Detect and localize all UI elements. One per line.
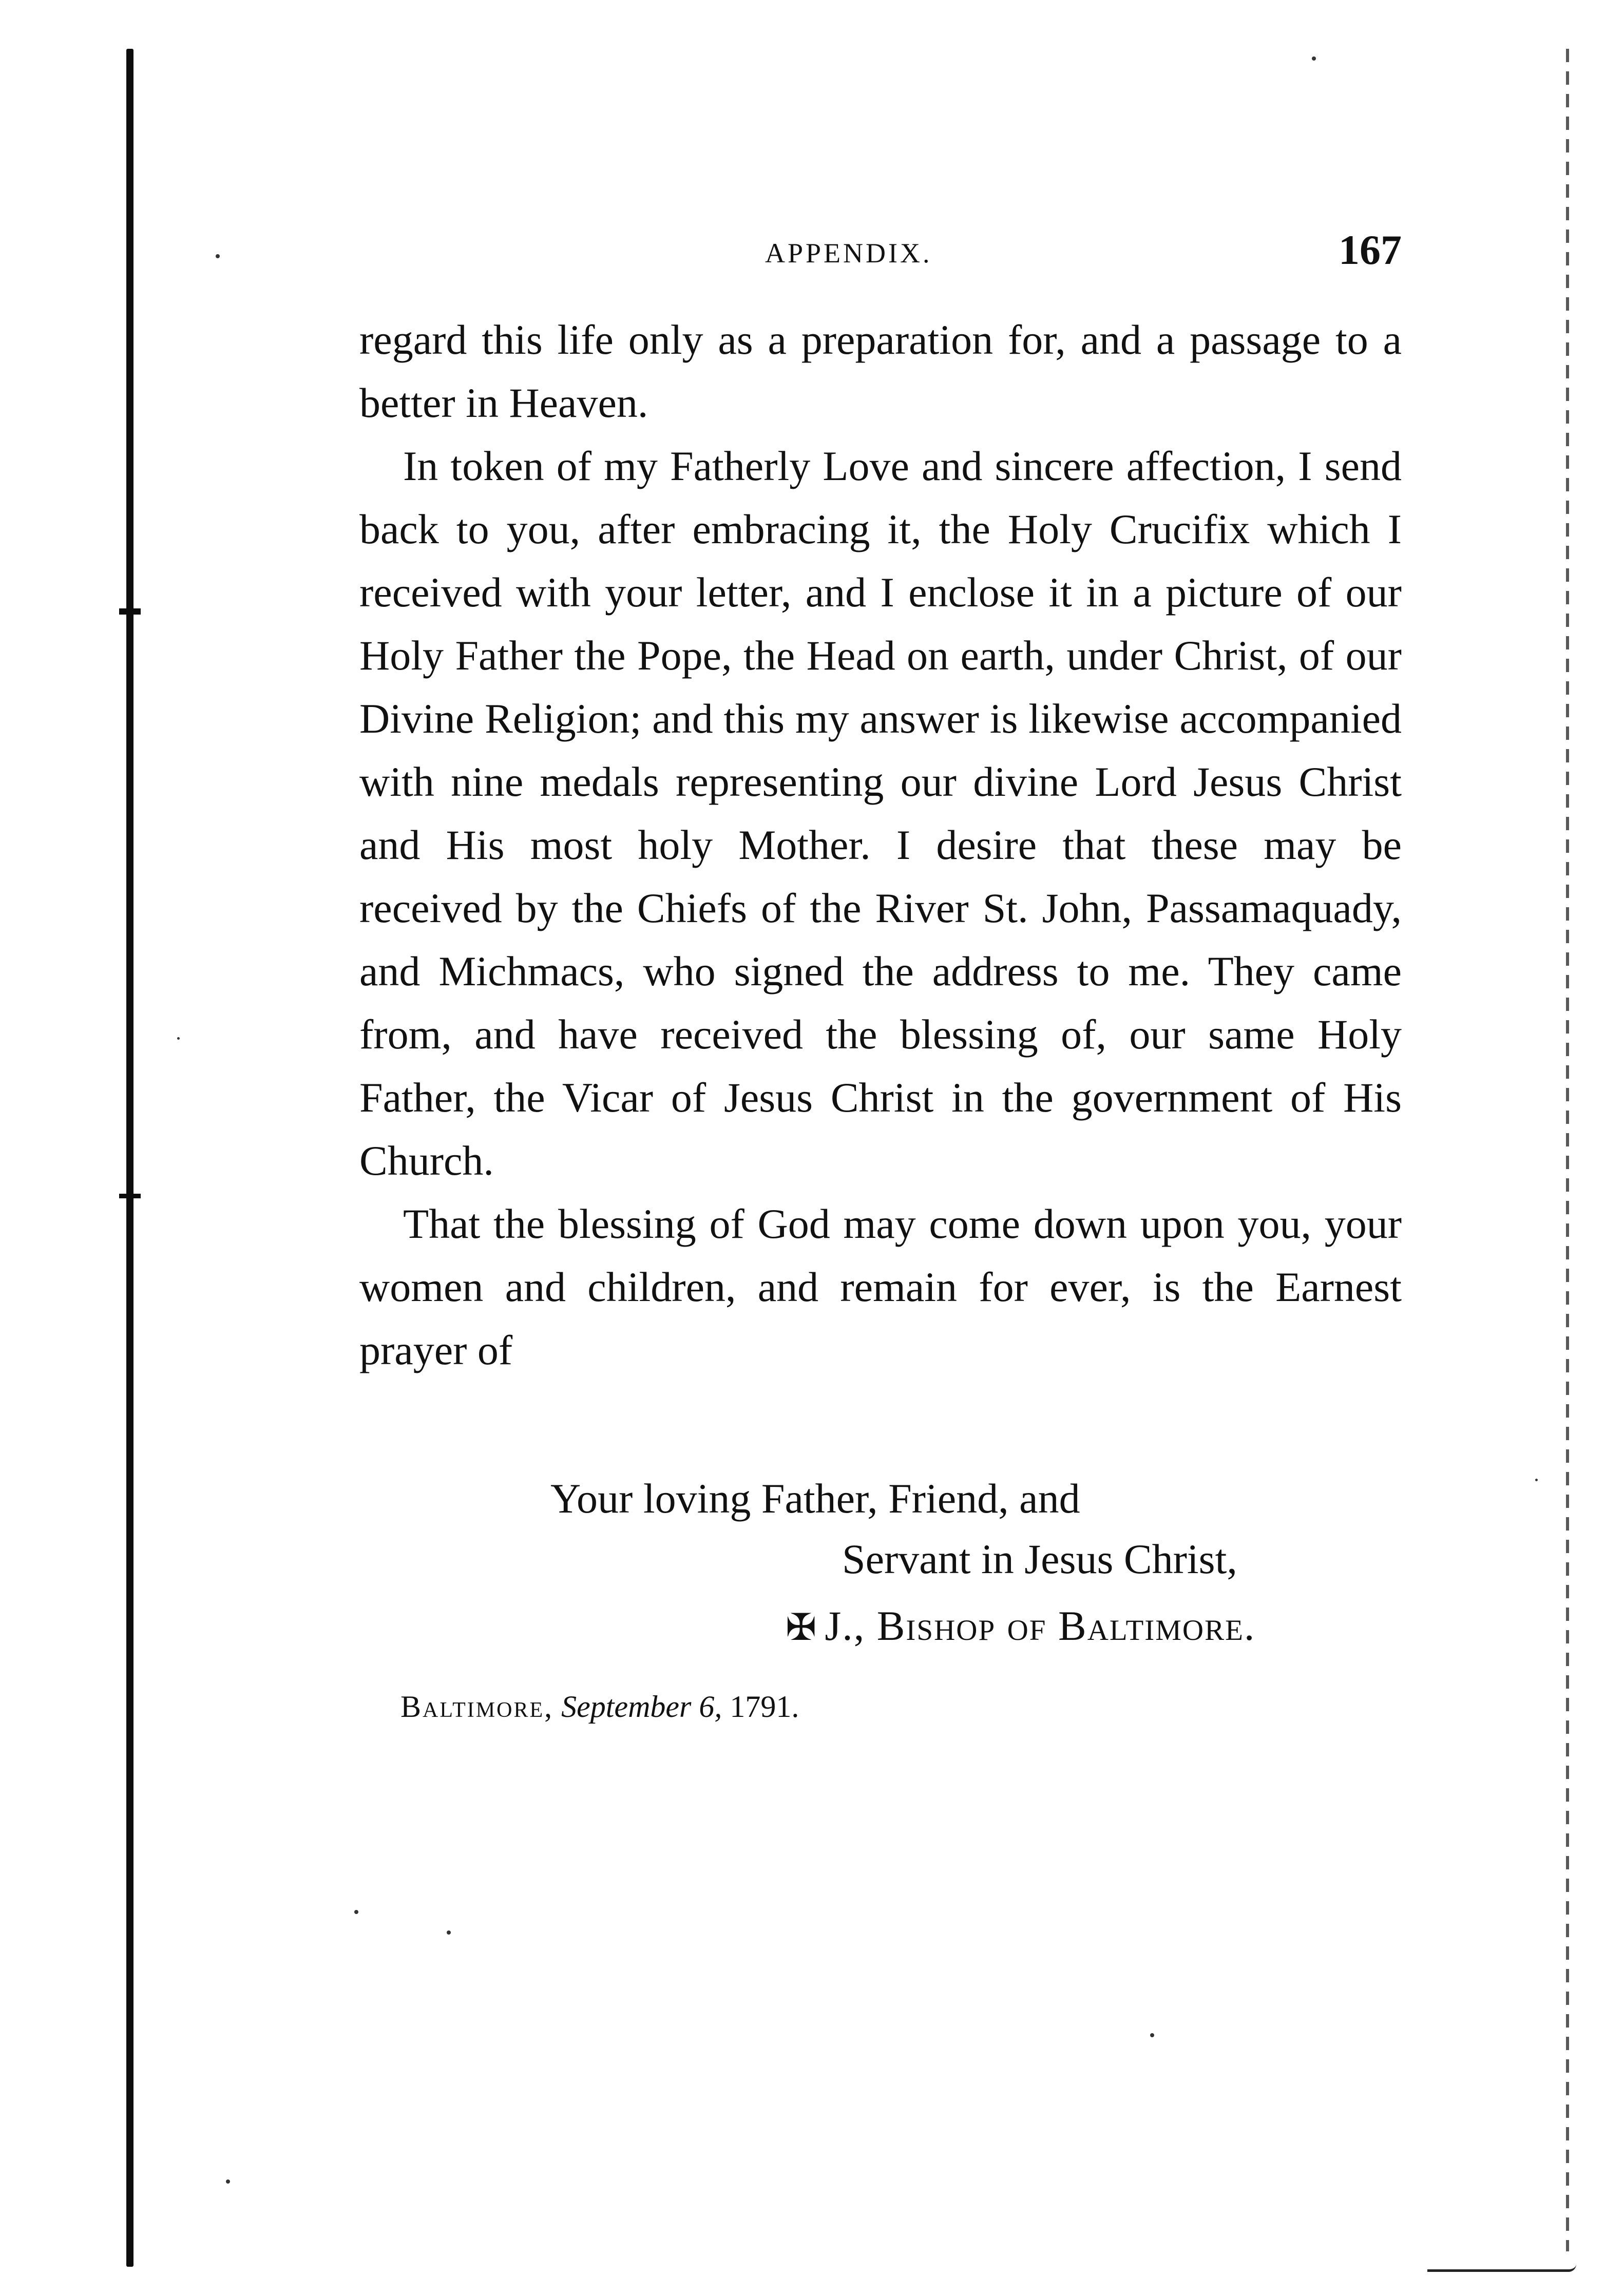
signature xyxy=(786,1596,1402,1658)
letter-body xyxy=(359,308,1402,1382)
dateline-date: September 6, xyxy=(561,1690,722,1724)
paragraph: In token of my Fatherly Love and sincere affection, I send back to you, after embracing it, the Holy Crucifix which I received with your letter, and I enclose it in a picture of our Holy Father the Pope, the Head on earth, under Christ, of our Divine Religion; and this my answer is likewise accompanied with nine medals representing our divine Lord Jesus Christ and His most holy Mother. I desire that these may be received by the Chiefs of the River St. John, Passamaquady, and Michmacs, who signed the address to me. They came from, and have received the blessing of, our same Holy Father, the Vicar of Jesus Christ in the government of His Church. xyxy=(359,443,1402,1184)
binding-edge-tick xyxy=(119,1194,141,1198)
episcopal-cross-icon: ✠ xyxy=(786,1607,817,1648)
closing-line: Your loving Father, Friend, and xyxy=(550,1475,1080,1522)
scan-speck xyxy=(1150,2033,1154,2037)
scan-speck xyxy=(447,1930,451,1935)
scan-speck xyxy=(226,2179,230,2184)
letter-closing xyxy=(359,1468,1402,1658)
binding-edge-rule xyxy=(126,49,133,2267)
closing-line: Servant in Jesus Christ, xyxy=(842,1536,1237,1582)
page-number: 167 xyxy=(1339,226,1402,273)
page-edge-rule xyxy=(1566,49,1569,2251)
paragraph: regard this life only as a preparation for, and a passage to a better in Heaven. xyxy=(359,316,1402,426)
paragraph: That the blessing of God may come down upon you, your women and children, and remain for ever, is the Earnest prayer of xyxy=(359,1200,1402,1373)
scan-speck xyxy=(1312,56,1316,61)
signature-name: J., Bishop of Baltimore. xyxy=(825,1602,1256,1649)
dateline xyxy=(400,1689,799,1725)
scan-speck xyxy=(177,1037,180,1040)
dateline-year: 1791. xyxy=(730,1690,799,1724)
scan-speck xyxy=(354,1910,358,1914)
page-header xyxy=(359,226,1402,277)
dateline-place: Baltimore, xyxy=(400,1690,554,1724)
running-head: APPENDIX. xyxy=(765,238,932,269)
binding-edge-tick xyxy=(119,608,141,615)
scan-speck xyxy=(1535,1479,1538,1481)
scan-speck xyxy=(216,254,220,258)
page-corner-curl xyxy=(1427,2264,1576,2272)
